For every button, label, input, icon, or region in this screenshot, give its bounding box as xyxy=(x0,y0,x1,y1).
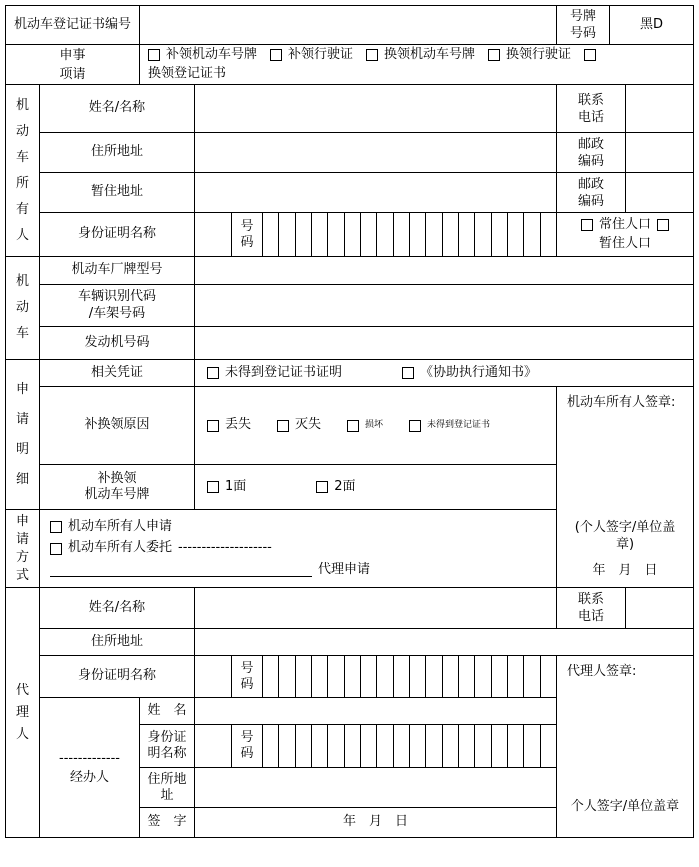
owner-household-cell: 常住人口 暂住人口 xyxy=(557,213,693,257)
handler-residence-field[interactable] xyxy=(195,768,557,808)
reason-damaged-checkbox[interactable] xyxy=(347,420,359,432)
assist-enforce-notice-checkbox[interactable] xyxy=(402,367,414,379)
plate-no-value: 黑D xyxy=(610,6,693,45)
handler-sign-field[interactable] xyxy=(195,808,557,837)
agent-sign-note: 个人签字/单位盖章 xyxy=(570,798,680,814)
handler-id-label: 身份证明名称 xyxy=(140,725,195,768)
handler-name-field[interactable] xyxy=(195,698,557,725)
reg-cert-label: 机动车登记证书编号 xyxy=(6,6,140,45)
agent-id-number-grid[interactable] xyxy=(263,656,557,698)
reason-options: 丢失 灭失 损坏 未得到登记证书 xyxy=(195,387,557,465)
owner-temp-address-field[interactable] xyxy=(195,173,557,213)
handler-label: 经办人 xyxy=(69,769,109,785)
agent-sign-label: 代理人签章: xyxy=(567,664,637,679)
renew-regcert-label: 换领登记证书 xyxy=(148,65,227,81)
reason-no-regcert-checkbox[interactable] xyxy=(409,420,421,432)
agent-residence-field[interactable] xyxy=(195,629,693,656)
owner-residence-label: 住所地址 xyxy=(40,133,195,173)
agent-phone-label: 联系电话 xyxy=(557,588,626,629)
agent-phone-field[interactable] xyxy=(626,588,693,629)
proxy-name-line[interactable] xyxy=(50,562,312,577)
agent-residence-label: 住所地址 xyxy=(40,629,195,656)
owner-temp-address-label: 暂住地址 xyxy=(40,173,195,213)
voucher-options: 未得到登记证书证明 《协助执行通知书》 xyxy=(195,360,693,387)
no-regcert-proof-checkbox[interactable] xyxy=(207,367,219,379)
vehicle-engine-label: 发动机号码 xyxy=(40,327,195,360)
handler-name-label: 姓 名 xyxy=(140,698,195,725)
owner-id-type-field[interactable] xyxy=(195,213,232,257)
reason-destroyed-checkbox[interactable] xyxy=(277,420,289,432)
owner-name-field[interactable] xyxy=(195,85,557,133)
permanent-resident-checkbox[interactable] xyxy=(581,219,593,231)
plate-count-label: 补换领 机动车号牌 xyxy=(40,465,195,510)
owner-sign-label: 机动车所有人签章: xyxy=(567,395,676,410)
section-vehicle-label: 机动车 xyxy=(6,257,40,360)
vehicle-brand-field[interactable] xyxy=(195,257,693,285)
reason-label: 补换领原因 xyxy=(40,387,195,465)
handler-id-number-grid[interactable] xyxy=(263,725,557,768)
renew-plate-checkbox[interactable] xyxy=(366,49,378,61)
vehicle-engine-field[interactable] xyxy=(195,327,693,360)
agent-id-no-label: 号码 xyxy=(232,656,263,698)
section-agent-label: 代理人 xyxy=(6,588,40,837)
temporary-resident-checkbox[interactable] xyxy=(657,219,669,231)
handler-sign-date: 年 月 日 xyxy=(342,814,408,830)
owner-entrust-checkbox[interactable] xyxy=(50,543,62,555)
replace-plate-checkbox[interactable] xyxy=(148,49,160,61)
vehicle-brand-label: 机动车厂牌型号 xyxy=(40,257,195,285)
entrust-dashes: -------------------- xyxy=(178,540,272,556)
owner-name-label: 姓名/名称 xyxy=(40,85,195,133)
reg-cert-field[interactable] xyxy=(140,6,557,45)
agent-id-type-field[interactable] xyxy=(195,656,232,698)
owner-id-no-label: 号码 xyxy=(232,213,263,257)
owner-phone-field[interactable] xyxy=(626,85,693,133)
owner-postcode-field[interactable] xyxy=(626,133,693,173)
two-plate-checkbox[interactable] xyxy=(316,481,328,493)
owner-id-label: 身份证明名称 xyxy=(40,213,195,257)
voucher-label: 相关凭证 xyxy=(40,360,195,387)
reason-lost-checkbox[interactable] xyxy=(207,420,219,432)
agent-id-label: 身份证明名称 xyxy=(40,656,195,698)
handler-cell xyxy=(40,698,140,837)
owner-residence-field[interactable] xyxy=(195,133,557,173)
vehicle-vin-field[interactable] xyxy=(195,285,693,327)
apply-items-label: 申事项请 xyxy=(6,45,140,85)
apply-items-options: 补领机动车号牌 补领行驶证 换领机动车号牌 换领行驶证 换领登记证书 xyxy=(140,45,693,85)
agent-name-field[interactable] xyxy=(195,588,557,629)
section-method-label: 申请方式 xyxy=(6,510,40,588)
owner-postcode2-label: 邮政编码 xyxy=(557,173,626,213)
owner-id-number-grid[interactable] xyxy=(263,213,557,257)
owner-signature-cell[interactable] xyxy=(557,387,693,588)
method-options: 机动车所有人申请 机动车所有人委托 -------------------- 代理申请 xyxy=(40,510,557,588)
handler-sign-label: 签 字 xyxy=(140,808,195,837)
renew-regcert-checkbox[interactable] xyxy=(584,49,596,61)
plate-count-options: 1面 2面 xyxy=(195,465,557,510)
renew-license-checkbox[interactable] xyxy=(488,49,500,61)
agent-name-label: 姓名/名称 xyxy=(40,588,195,629)
proxy-apply-label: 代理申请 xyxy=(318,561,371,577)
owner-phone-label: 联系电话 xyxy=(557,85,626,133)
handler-id-type-field[interactable] xyxy=(195,725,232,768)
section-owner-label: 机动车所有人 xyxy=(6,85,40,257)
owner-sign-date: 年 月 日 xyxy=(592,562,658,578)
handler-id-no-label: 号码 xyxy=(232,725,263,768)
owner-postcode2-field[interactable] xyxy=(626,173,693,213)
agent-signature-cell[interactable] xyxy=(557,656,693,837)
section-detail-label: 申请明细 xyxy=(6,360,40,510)
handler-dashes: ------------- xyxy=(59,750,120,766)
owner-sign-note: (个人签字/单位盖章) xyxy=(574,520,676,552)
replace-license-checkbox[interactable] xyxy=(270,49,282,61)
handler-residence-label: 住所地址 xyxy=(140,768,195,808)
owner-apply-checkbox[interactable] xyxy=(50,521,62,533)
plate-no-label: 号牌号码 xyxy=(557,6,610,45)
one-plate-checkbox[interactable] xyxy=(207,481,219,493)
vehicle-registration-form xyxy=(5,5,694,838)
vehicle-vin-label: 车辆识别代码 /车架号码 xyxy=(40,285,195,327)
owner-postcode-label: 邮政编码 xyxy=(557,133,626,173)
